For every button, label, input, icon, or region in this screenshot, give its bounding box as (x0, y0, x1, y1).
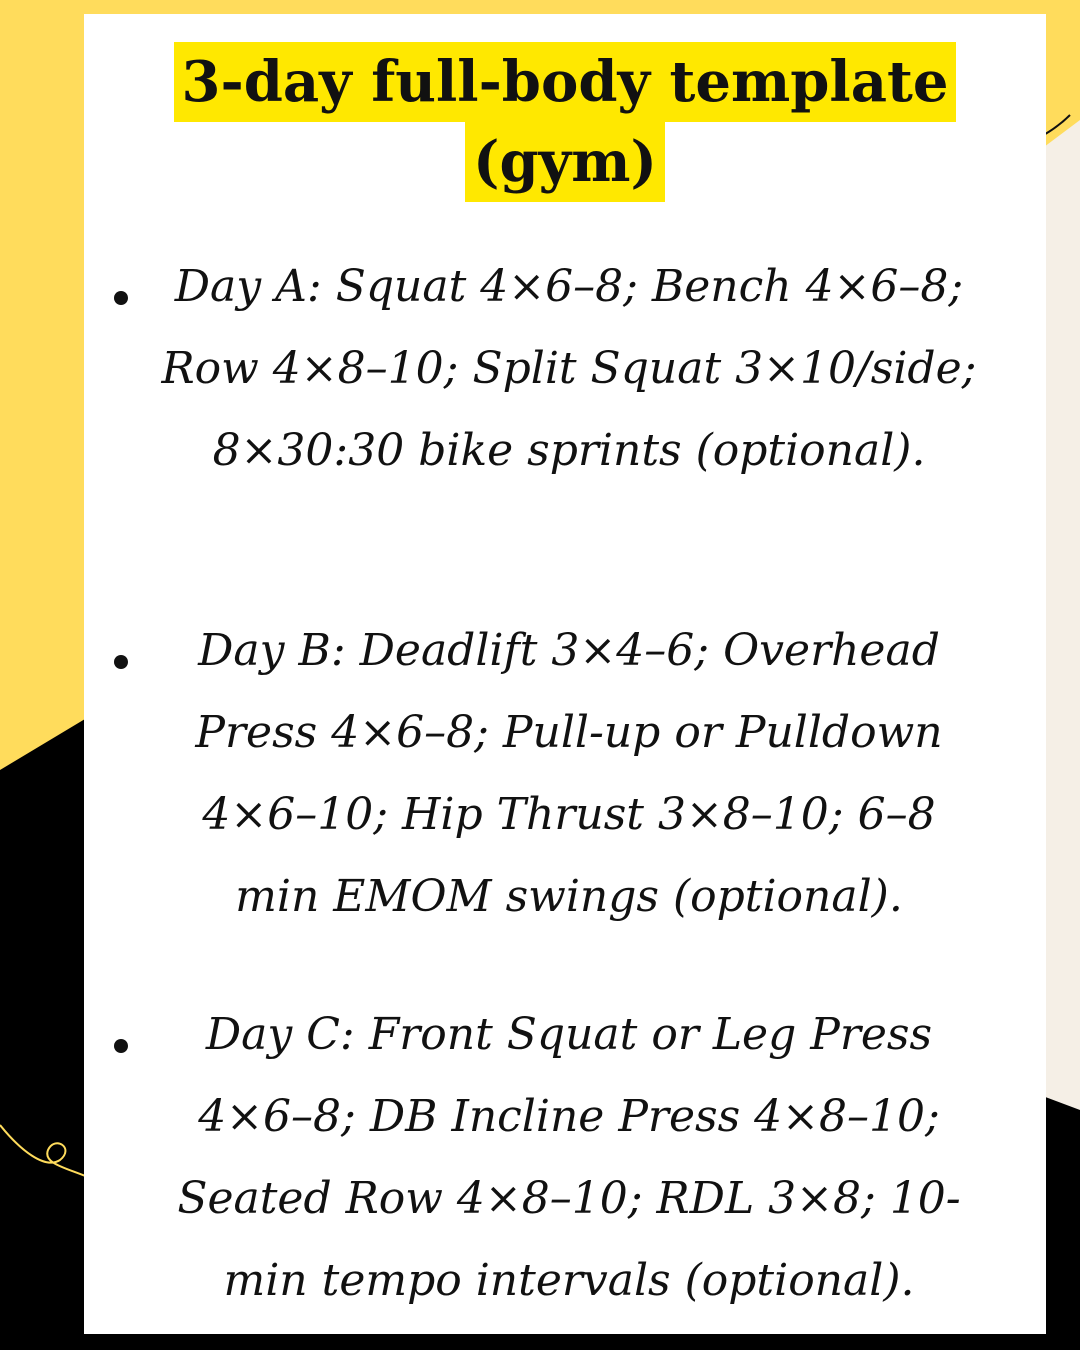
black-corner-shape (1040, 1095, 1080, 1350)
bullet-icon (114, 1039, 128, 1053)
day-c-text: Day C: Front Squat or Leg Press 4×6–8; DB Incline Press 4×8–10; Seated Row 4×8–10; RDL 3×8; 10-min tempo intervals (optional). (177, 1009, 961, 1306)
day-b-text: Day B: Deadlift 3×4–6; Overhead Press 4×6–8; Pull-up or Pulldown 4×6–10; Hip Thrust 3×8–10; 6–8 min EMOM swings (optional). (195, 625, 943, 922)
page-title (84, 42, 1046, 202)
content-card (84, 14, 1046, 1334)
title-line-1: 3-day full-body template (174, 42, 957, 122)
title-line-2: (gym) (465, 122, 665, 202)
bullet-icon (114, 655, 128, 669)
black-bottom-strip (0, 1334, 1080, 1350)
bullet-icon (114, 291, 128, 305)
day-a-text: Day A: Squat 4×6–8; Bench 4×6–8; Row 4×8–10; Split Squat 3×10/side; 8×30:30 bike sprints (optional). (161, 261, 977, 476)
